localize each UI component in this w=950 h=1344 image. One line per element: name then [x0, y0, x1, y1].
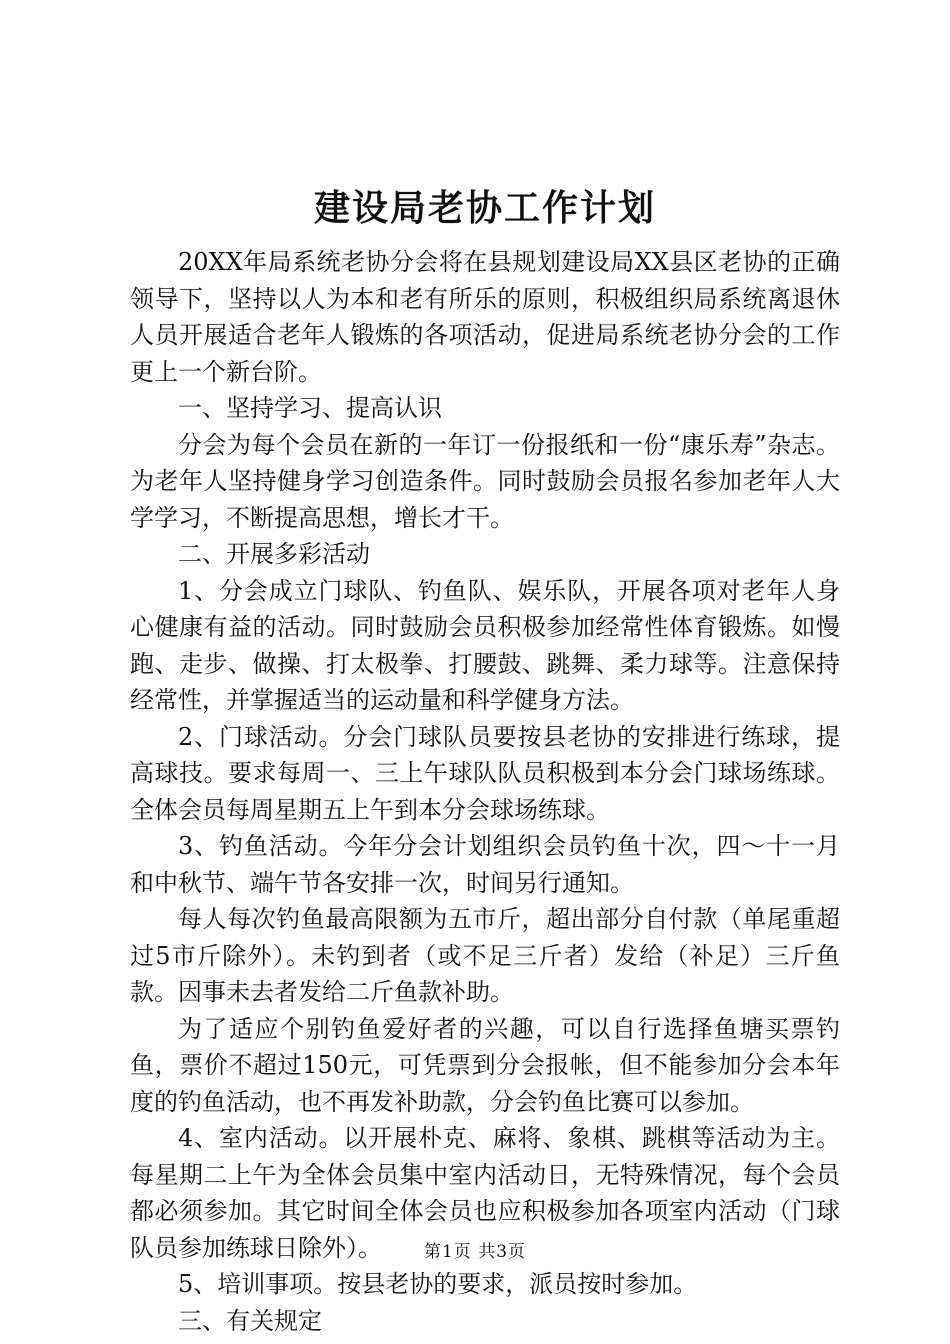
- paragraph-item-3: 3、钓鱼活动。今年分会计划组织会员钓鱼十次，四～十一月和中秋节、端午节各安排一次，时间另行通知。: [130, 832, 840, 897]
- page-number-footer: 第1页 共3页: [423, 1242, 527, 1262]
- paragraph-item-5: 5、培训事项。按县老协的要求，派员按时参加。: [178, 1270, 698, 1298]
- paragraph-fishing-ticket: 为了适应个别钓鱼爱好者的兴趣，可以自行选择鱼塘买票钓鱼，票价不超过150元，可凭票到分会报帐，但不能参加分会本年度的钓鱼活动，也不再发补助款，分会钓鱼比赛可以参加。: [130, 1014, 840, 1116]
- paragraph-item-2: 2、门球活动。分会门球队员要按县老协的安排进行练球，提高球技。要求每周一、三上午球队队员积极到本分会门球场练球。全体会员每周星期五上午到本分会球场练球。: [130, 722, 840, 824]
- section-heading-3: 三、有关规定: [178, 1306, 322, 1335]
- section-heading-1: 一、坚持学习、提高认识: [178, 394, 442, 422]
- paragraph-item-1: 1、分会成立门球队、钓鱼队、娱乐队，开展各项对老年人身心健康有益的活动。同时鼓励会员积极参加经常性体育锻炼。如慢跑、走步、做操、打太极拳、打腰鼓、跳舞、柔力球等。注意保持经常性，并掌握适当的运动量和科学健身方法。: [130, 576, 840, 714]
- paragraph-intro: 20XX年局系统老协分会将在县规划建设局XX县区老协的正确领导下，坚持以人为本和老有所乐的原则，积极组织局系统离退休人员开展适合老年人锻炼的各项活动，促进局系统老协分会的工作更上一个新台阶。: [130, 248, 840, 386]
- paragraph-fishing-limit: 每人每次钓鱼最高限额为五市斤，超出部分自付款（单尾重超过5市斤除外）。未钓到者（或不足三斤者）发给（补足）三斤鱼款。因事未去者发给二斤鱼款补助。: [130, 905, 840, 1006]
- document-title: 建设局老协工作计划: [313, 187, 656, 229]
- section-heading-2: 二、开展多彩活动: [178, 540, 370, 568]
- document-page: [130, 180, 840, 1339]
- paragraph-study: 分会为每个会员在新的一年订一份报纸和一份“康乐寿”杂志。为老年人坚持健身学习创造条件。同时鼓励会员报名参加老年人大学学习，不断提高思想，增长才干。: [130, 430, 840, 532]
- paragraph-item-4: 4、室内活动。以开展朴克、麻将、象棋、跳棋等活动为主。每星期二上午为全体会员集中室内活动日，无特殊情况，每个会员都必须参加。其它时间全体会员也应积极参加各项室内活动（门球队员参加练球日除外）。: [130, 1124, 840, 1262]
